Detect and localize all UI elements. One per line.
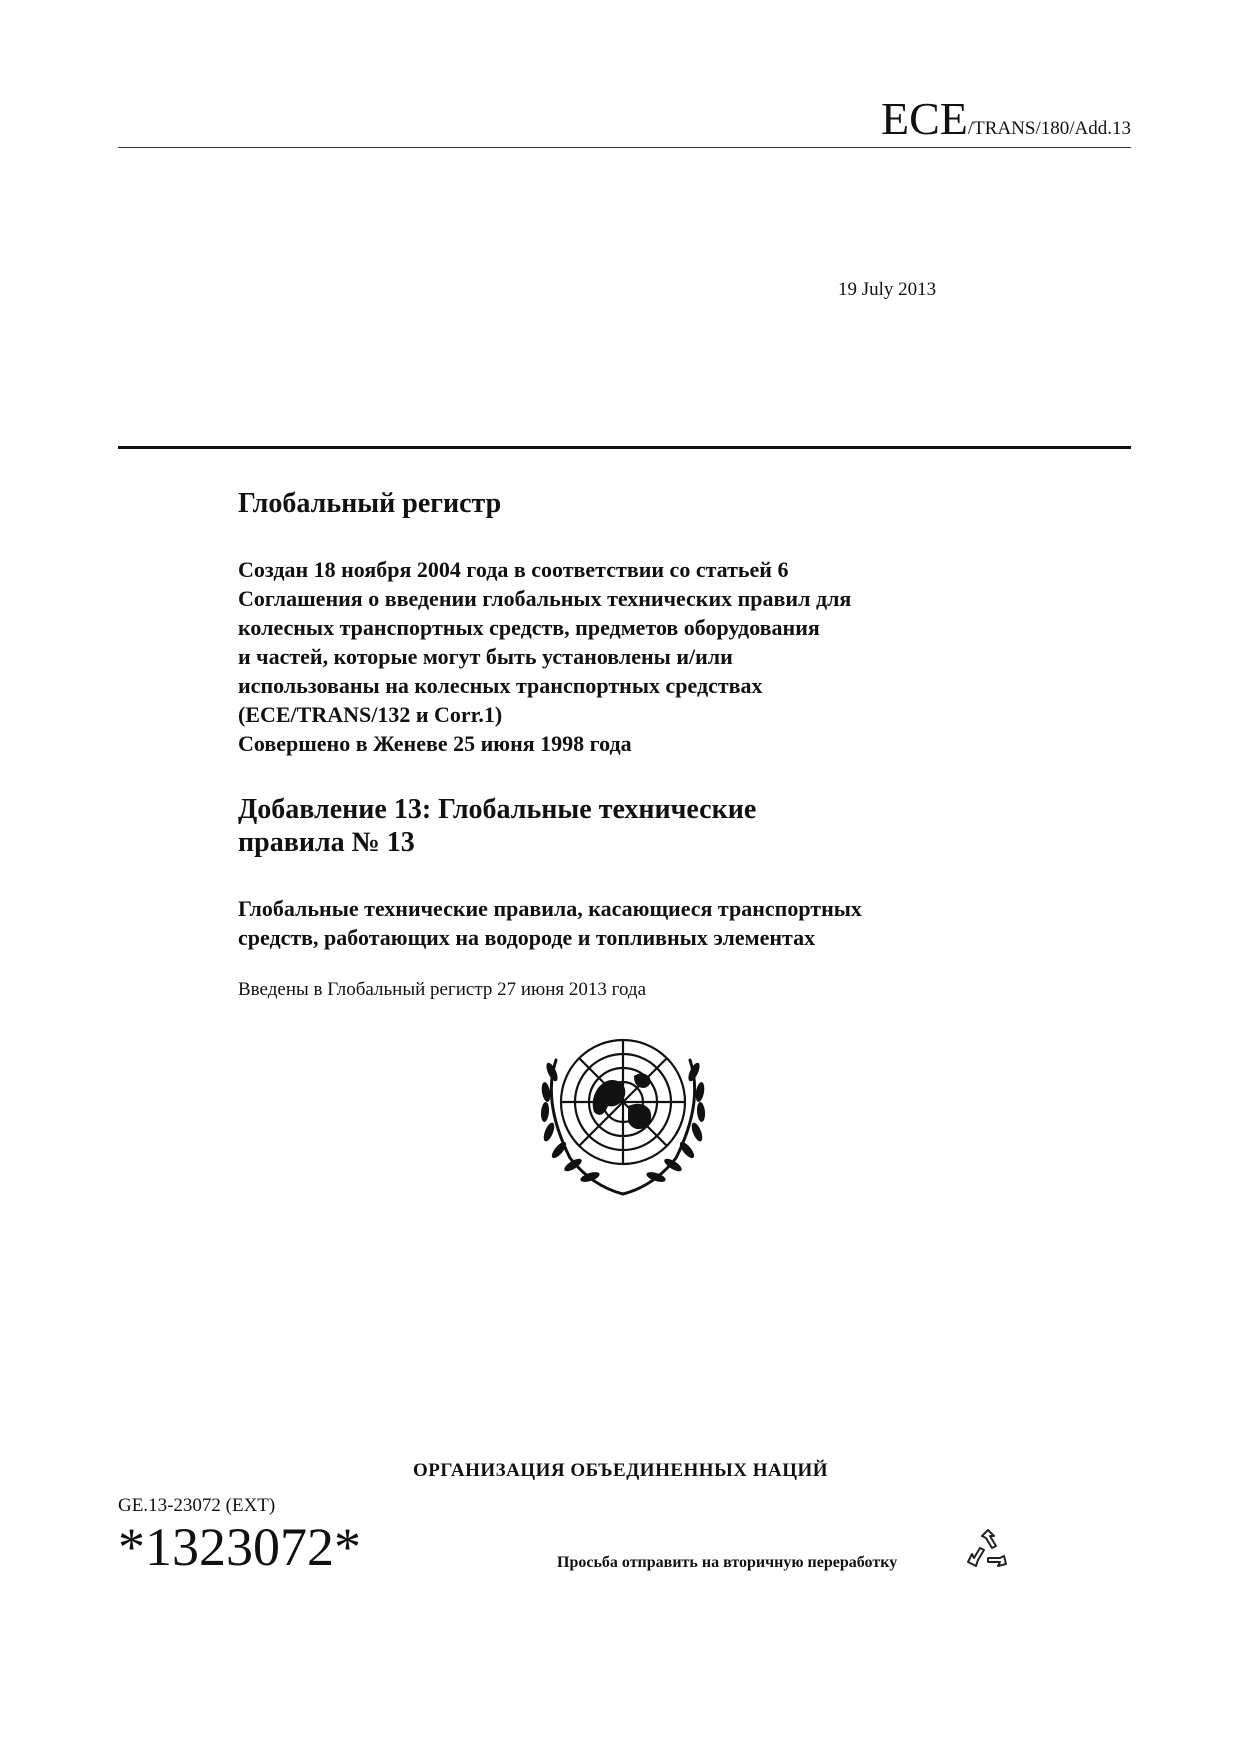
establishment-line: Создан 18 ноября 2004 года в соответствии со статьей 6 bbox=[238, 557, 789, 582]
establishment-note bbox=[238, 555, 1098, 758]
establishment-line: использованы на колесных транспортных средствах bbox=[238, 673, 763, 698]
recycle-note: Просьба отправить на вторичную переработку bbox=[557, 1554, 898, 1571]
title-divider bbox=[118, 446, 1131, 449]
document-symbol-rest: /TRANS/180/Add.13 bbox=[967, 118, 1131, 139]
establishment-line: и частей, которые могут быть установлены и/или bbox=[238, 644, 733, 669]
establishment-line: Соглашения о введении глобальных технических правил для bbox=[238, 586, 852, 611]
un-emblem-icon bbox=[528, 1010, 718, 1200]
addendum-heading bbox=[238, 793, 756, 859]
establishment-line: Совершено в Женеве 25 июня 1998 года bbox=[238, 731, 632, 756]
job-number: GE.13-23072 (EXT) bbox=[118, 1495, 276, 1516]
regulation-title-line: средств, работающих на водороде и топливных элементах bbox=[238, 925, 816, 950]
document-symbol bbox=[881, 93, 1131, 144]
entry-note: Введены в Глобальный регистр 27 июня 2013 года bbox=[238, 979, 647, 1000]
establishment-line: (ECE/TRANS/132 и Corr.1) bbox=[238, 702, 503, 727]
header-divider bbox=[118, 147, 1131, 148]
recycle-icon bbox=[966, 1528, 1010, 1572]
regulation-title bbox=[238, 894, 862, 952]
addendum-line: правила № 13 bbox=[238, 827, 415, 858]
establishment-line: колесных транспортных средств, предметов оборудования bbox=[238, 615, 820, 640]
organization-name: ОРГАНИЗАЦИЯ ОБЪЕДИНЕННЫХ НАЦИЙ bbox=[412, 1460, 829, 1481]
regulation-title-line: Глобальные технические правила, касающиеся транспортных bbox=[238, 896, 862, 921]
document-date: 19 July 2013 bbox=[838, 279, 937, 300]
page-title: Глобальный регистр bbox=[238, 488, 502, 519]
document-symbol-main: ECE bbox=[881, 93, 968, 144]
addendum-line: Добавление 13: Глобальные технические bbox=[238, 794, 757, 825]
barcode-text: *1323072* bbox=[118, 1517, 361, 1577]
